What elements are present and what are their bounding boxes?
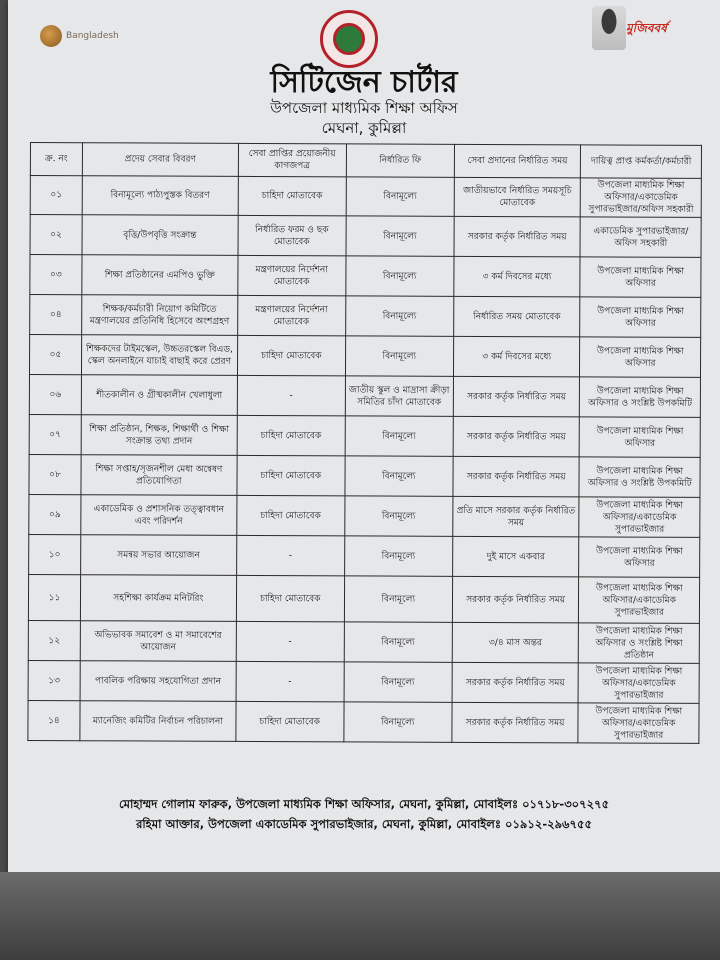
cell-serial: ১৩ bbox=[28, 660, 80, 700]
cell-officer: উপজেলা মাধ্যমিক শিক্ষা অফিসার bbox=[580, 297, 701, 338]
cell-serial: ০৭ bbox=[29, 414, 81, 454]
cell-service: বৃত্তি/উপবৃত্তি সংক্রান্ত bbox=[82, 215, 238, 256]
cell-fee: বিনামূল্যে bbox=[344, 702, 452, 742]
header-service: প্রদেয় সেবার বিবরণ bbox=[82, 143, 238, 177]
cell-officer: উপজেলা মাধ্যমিক শিক্ষা অফিসার ও সংশ্লিষ্ট উপকমিটি bbox=[579, 457, 700, 498]
table-row bbox=[29, 534, 700, 577]
cell-officer: উপজেলা মাধ্যমিক শিক্ষা অফিসার ও সংশ্লিষ্ট উপকমিটি bbox=[580, 377, 701, 418]
cell-time: ৩/৪ মাস অন্তর bbox=[452, 622, 579, 663]
cell-service: শীতকালীন ও গ্রীষ্মকালীন খেলাধুলা bbox=[81, 375, 237, 416]
cell-service: শিক্ষা প্রতিষ্ঠানের এমপিও ভুক্তি bbox=[82, 255, 238, 296]
header-time: সেবা প্রদানের নির্ধারিত সময় bbox=[454, 144, 581, 178]
table-header-row bbox=[30, 143, 701, 179]
table-row bbox=[29, 374, 700, 417]
cell-officer: উপজেলা মাধ্যমিক শিক্ষা অফিসার bbox=[580, 337, 701, 378]
cell-documents: - bbox=[236, 535, 344, 575]
cell-officer: উপজেলা মাধ্যমিক শিক্ষা অফিসার ও সংশ্লিষ্ট শিক্ষা প্রতিষ্ঠান bbox=[579, 623, 700, 664]
cell-time: জাতীয়ভাবে নির্ধারিত সময়সূচি মোতাবেক bbox=[454, 177, 581, 217]
cell-serial: ১৪ bbox=[28, 700, 80, 740]
cell-fee: বিনামূল্যে bbox=[344, 536, 452, 576]
cell-officer: উপজেলা মাধ্যমিক শিক্ষা অফিসার bbox=[580, 257, 701, 298]
table-row bbox=[28, 660, 699, 703]
cell-service: শিক্ষকদের টাইমস্কেল, উচ্চতরস্কেল বিএড, স্কেল অনলাইনে যাচাই বাছাই করে প্রেরণ bbox=[81, 335, 237, 376]
cell-time: প্রতি মাসে সরকার কর্তৃক নির্ধারিত সময় bbox=[453, 496, 580, 537]
footer-contact-1: মোহাম্মদ গোলাম ফারুক, উপজেলা মাধ্যমিক শিক্ষা অফিসার, মেঘনা, কুমিল্লা, মোবাইলঃ ০১৭১৮-৩০৭২৭৫ bbox=[118, 797, 610, 811]
cell-fee: বিনামূল্যে bbox=[344, 662, 452, 702]
cell-serial: ০৬ bbox=[29, 374, 81, 414]
cell-documents: চাহিদা মোতাবেক bbox=[237, 415, 345, 455]
cell-time: ৩ কর্ম দিবসের মধ্যে bbox=[453, 336, 580, 377]
brand-logo-icon bbox=[40, 25, 62, 47]
cell-fee: বিনামূল্যে bbox=[346, 216, 454, 256]
cell-service: সমন্বয় সভার আয়োজন bbox=[81, 535, 237, 576]
table-row bbox=[29, 454, 700, 497]
page-title: সিটিজেন চার্টার bbox=[270, 65, 458, 100]
cell-serial: ০২ bbox=[30, 215, 82, 255]
cell-service: শিক্ষা সপ্তাহ/সৃজনশীল মেধা অন্বেষণ প্রতিযোগিতা bbox=[81, 455, 237, 496]
cell-serial: ০১ bbox=[30, 176, 82, 215]
cell-time: সরকার কর্তৃক নির্ধারিত সময় bbox=[453, 376, 580, 417]
cell-serial: ০৫ bbox=[29, 335, 81, 375]
cell-officer: উপজেলা মাধ্যমিক শিক্ষা অফিসার/একাডেমিক সুপারভাইজার bbox=[579, 663, 700, 704]
cell-fee: জাতীয় স্কুল ও মাদ্রাসা ক্রীড়া সমিতির চাঁদা মোতাবেক bbox=[345, 376, 453, 416]
background-surface bbox=[0, 872, 720, 960]
cell-time: সরকার কর্তৃক নির্ধারিত সময় bbox=[454, 216, 581, 257]
cell-documents: চাহিদা মোতাবেক bbox=[237, 455, 345, 495]
citizen-charter-table bbox=[27, 142, 702, 744]
office-subtitle bbox=[8, 98, 720, 138]
table-row bbox=[30, 295, 701, 338]
cell-service: শিক্ষা প্রতিষ্ঠান, শিক্ষক, শিক্ষার্থী ও শিক্ষা সংক্রান্ত তথ্য প্রদান bbox=[81, 415, 237, 456]
table-row bbox=[29, 335, 700, 378]
cell-time: সরকার কর্তৃক নির্ধারিত সময় bbox=[453, 416, 580, 457]
cell-fee: বিনামূল্যে bbox=[345, 336, 453, 376]
left-logo-text: Bangladesh bbox=[66, 31, 119, 41]
document-sheet bbox=[8, 0, 720, 872]
cell-documents: চাহিদা মোতাবেক bbox=[236, 575, 344, 621]
cell-officer: উপজেলা মাধ্যমিক শিক্ষা অফিসার bbox=[579, 537, 700, 578]
cell-fee: বিনামূল্যে bbox=[346, 177, 454, 216]
cell-service: শিক্ষক/কর্মচারী নিয়োগ কমিটিতে মন্ত্রণালয়ের প্রতিনিধি হিসেবে অংশগ্রহণ bbox=[82, 295, 238, 336]
footer-contact-2: রহিমা আক্তার, উপজেলা একাডেমিক সুপারভাইজার, মেঘনা, কুমিল্লা, মোবাইলঃ ০১৯১২-২৯৬৭৫৫ bbox=[136, 817, 592, 831]
cell-documents: মন্ত্রণালয়ের নির্দেশনা মোতাবেক bbox=[238, 255, 346, 295]
cell-serial: ১১ bbox=[28, 574, 80, 620]
cell-time: নির্ধারিত সময় মোতাবেক bbox=[453, 296, 580, 337]
table-row bbox=[28, 620, 699, 663]
cell-serial: ০৪ bbox=[30, 295, 82, 335]
cell-time: সরকার কর্তৃক নির্ধারিত সময় bbox=[452, 702, 579, 743]
table-row bbox=[30, 215, 701, 258]
cell-officer: একাডেমিক সুপারভাইজার/অফিস সহকারী bbox=[580, 217, 701, 258]
office-location: মেঘনা, কুমিল্লা bbox=[321, 119, 407, 137]
cell-serial: ১০ bbox=[29, 534, 81, 574]
office-name: উপজেলা মাধ্যমিক শিক্ষা অফিস bbox=[270, 99, 458, 117]
header-officer: দায়িত্ব প্রাপ্ত কর্মকর্তা/কর্মচারী bbox=[581, 145, 702, 179]
cell-serial: ০৮ bbox=[29, 454, 81, 494]
cell-fee: বিনামূল্যে bbox=[345, 496, 453, 536]
cell-officer: উপজেলা মাধ্যমিক শিক্ষা অফিসার bbox=[580, 417, 701, 458]
cell-documents: - bbox=[236, 621, 344, 661]
cell-officer: উপজেলা মাধ্যমিক শিক্ষা অফিসার/একাডেমিক সুপারভাইজার bbox=[579, 577, 700, 624]
cell-documents: চাহিদা মোতাবেক bbox=[236, 701, 344, 741]
header-documents: সেবা প্রাপ্তির প্রয়োজনীয় কাগজপত্র bbox=[238, 143, 346, 176]
cell-service: পাবলিক পরিক্ষায় সহযোগিতা প্রদান bbox=[80, 661, 236, 702]
cell-documents: - bbox=[237, 375, 345, 415]
table-row bbox=[29, 494, 700, 537]
cell-documents: নির্ধারিত ফরম ও ছক মোতাবেক bbox=[238, 215, 346, 255]
cell-fee: বিনামূল্যে bbox=[344, 576, 452, 622]
header-serial: ক্র. নং bbox=[30, 143, 82, 176]
cell-time: ৩ কর্ম দিবসের মধ্যে bbox=[454, 256, 581, 297]
table-row bbox=[29, 414, 700, 457]
cell-serial: ০৩ bbox=[30, 255, 82, 295]
cell-service: একাডেমিক ও প্রশাসনিক তত্ত্বাবধান এবং পরিদর্শন bbox=[81, 495, 237, 536]
cell-documents: মন্ত্রণালয়ের নির্দেশনা মোতাবেক bbox=[237, 295, 345, 335]
right-logo-text: মুজিববর্ষ bbox=[626, 21, 667, 35]
cell-officer: উপজেলা মাধ্যমিক শিক্ষা অফিসার/একাডেমিক সুপারভাইজার bbox=[578, 703, 699, 744]
cell-documents: চাহিদা মোতাবেক bbox=[237, 495, 345, 535]
cell-service: অভিভাবক সমাবেশ ও মা সমাবেশের আয়োজন bbox=[80, 621, 236, 662]
cell-fee: বিনামূল্যে bbox=[345, 296, 453, 336]
cell-time: দুই মাসে একবার bbox=[452, 536, 579, 577]
cell-time: সরকার কর্তৃক নির্ধারিত সময় bbox=[452, 662, 579, 703]
left-logo bbox=[40, 18, 120, 54]
cell-documents: - bbox=[236, 661, 344, 701]
cell-documents: চাহিদা মোতাবেক bbox=[237, 335, 345, 375]
cell-time: সরকার কর্তৃক নির্ধারিত সময় bbox=[452, 576, 579, 623]
portrait-image bbox=[592, 6, 626, 50]
cell-service: বিনামূল্যে পাঠ্যপুস্তক বিতরণ bbox=[82, 176, 238, 216]
cell-serial: ০৯ bbox=[29, 494, 81, 534]
cell-documents: চাহিদা মোতাবেক bbox=[238, 176, 346, 215]
cell-officer: উপজেলা মাধ্যমিক শিক্ষা অফিসার/একাডেমিক সুপারভাইজার/অফিস সহকারী bbox=[581, 178, 702, 218]
table-row bbox=[30, 176, 701, 218]
cell-fee: বিনামূল্যে bbox=[345, 456, 453, 496]
cell-fee: বিনামূল্যে bbox=[345, 416, 453, 456]
cell-serial: ১২ bbox=[28, 620, 80, 660]
cell-time: সরকার কর্তৃক নির্ধারিত সময় bbox=[453, 456, 580, 497]
cell-fee: বিনামূল্যে bbox=[344, 622, 452, 662]
table-row bbox=[28, 574, 699, 623]
table-row bbox=[28, 700, 699, 743]
cell-officer: উপজেলা মাধ্যমিক শিক্ষা অফিসার/একাডেমিক সুপারভাইজার bbox=[579, 497, 700, 538]
cell-service: ম্যানেজিং কমিটির নির্বাচন পরিচালনা bbox=[80, 701, 236, 742]
cell-fee: বিনামূল্যে bbox=[346, 256, 454, 296]
table-row bbox=[30, 255, 701, 298]
cell-service: সহশিক্ষা কার্যক্রম মনিটরিং bbox=[80, 575, 236, 622]
header-fee: নির্ধারিত ফি bbox=[346, 144, 454, 177]
